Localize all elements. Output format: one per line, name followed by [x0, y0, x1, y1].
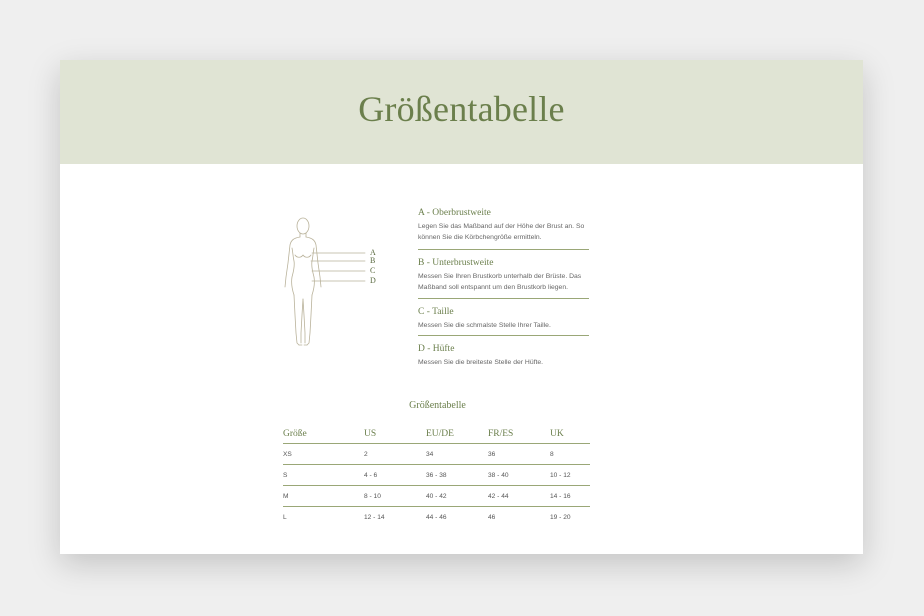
marker-c: C	[370, 266, 376, 275]
table-cell: 14 - 16	[550, 486, 590, 507]
table-cell: 36 - 38	[426, 465, 488, 486]
table-cell: 8 - 10	[364, 486, 426, 507]
table-cell: 38 - 40	[488, 465, 550, 486]
table-cell: S	[283, 465, 364, 486]
measurement-description: Legen Sie das Maßband auf der Höhe der Brust an. So können Sie die Körbchengröße ermitteln.	[418, 223, 585, 241]
column-header: FR/ES	[488, 424, 550, 444]
table-cell: 46	[488, 513, 496, 521]
measurement-title: B - Unterbrustweite	[418, 258, 494, 268]
table-cell: L	[283, 513, 287, 521]
measurement-item	[418, 207, 589, 250]
measurement-list	[418, 207, 589, 368]
table-cell: M	[283, 486, 364, 507]
size-chart-card	[60, 60, 863, 554]
table-cell: 10 - 12	[550, 465, 590, 486]
size-table	[283, 424, 590, 527]
table-cell: 19 - 20	[550, 513, 571, 521]
table-cell: 44 - 46	[426, 513, 447, 521]
measurement-title: A - Oberbrustweite	[418, 208, 491, 218]
measurement-description: Messen Sie die schmalste Stelle Ihrer Taille.	[418, 322, 551, 329]
table-cell: 40 - 42	[426, 486, 488, 507]
table-row	[283, 486, 590, 507]
title-banner	[60, 60, 863, 164]
table-cell: 34	[426, 444, 488, 465]
column-header: UK	[550, 424, 590, 444]
column-header: EU/DE	[426, 424, 488, 444]
measurement-title: C - Taille	[418, 307, 454, 317]
measurement-item	[418, 336, 589, 368]
column-header: US	[364, 424, 426, 444]
measurement-title: D - Hüfte	[418, 344, 455, 354]
marker-a: A	[370, 248, 376, 257]
table-row	[283, 465, 590, 486]
marker-d: D	[370, 276, 376, 285]
table-cell: XS	[283, 444, 364, 465]
table-row	[283, 507, 590, 528]
table-cell: 8	[550, 444, 590, 465]
table-cell: 4 - 6	[364, 465, 426, 486]
body-silhouette-icon	[282, 215, 382, 350]
column-header: Größe	[283, 424, 364, 444]
measurement-description: Messen Sie die breiteste Stelle der Hüfte.	[418, 359, 544, 366]
table-cell: 36	[488, 444, 550, 465]
measurement-item	[418, 299, 589, 336]
measurement-description: Messen Sie Ihren Brustkorb unterhalb der Brüste. Das Maßband soll entspannt um den Brustkorb liegen.	[418, 273, 582, 291]
table-row	[283, 444, 590, 465]
measurement-item	[418, 250, 589, 299]
table-header-row	[283, 424, 590, 444]
table-cell: 12 - 14	[364, 513, 385, 521]
page-title: Größentabelle	[358, 89, 565, 129]
size-table-title: Größentabelle	[409, 400, 466, 411]
table-cell: 2	[364, 444, 426, 465]
table-cell: 42 - 44	[488, 486, 550, 507]
marker-b: B	[370, 256, 376, 265]
